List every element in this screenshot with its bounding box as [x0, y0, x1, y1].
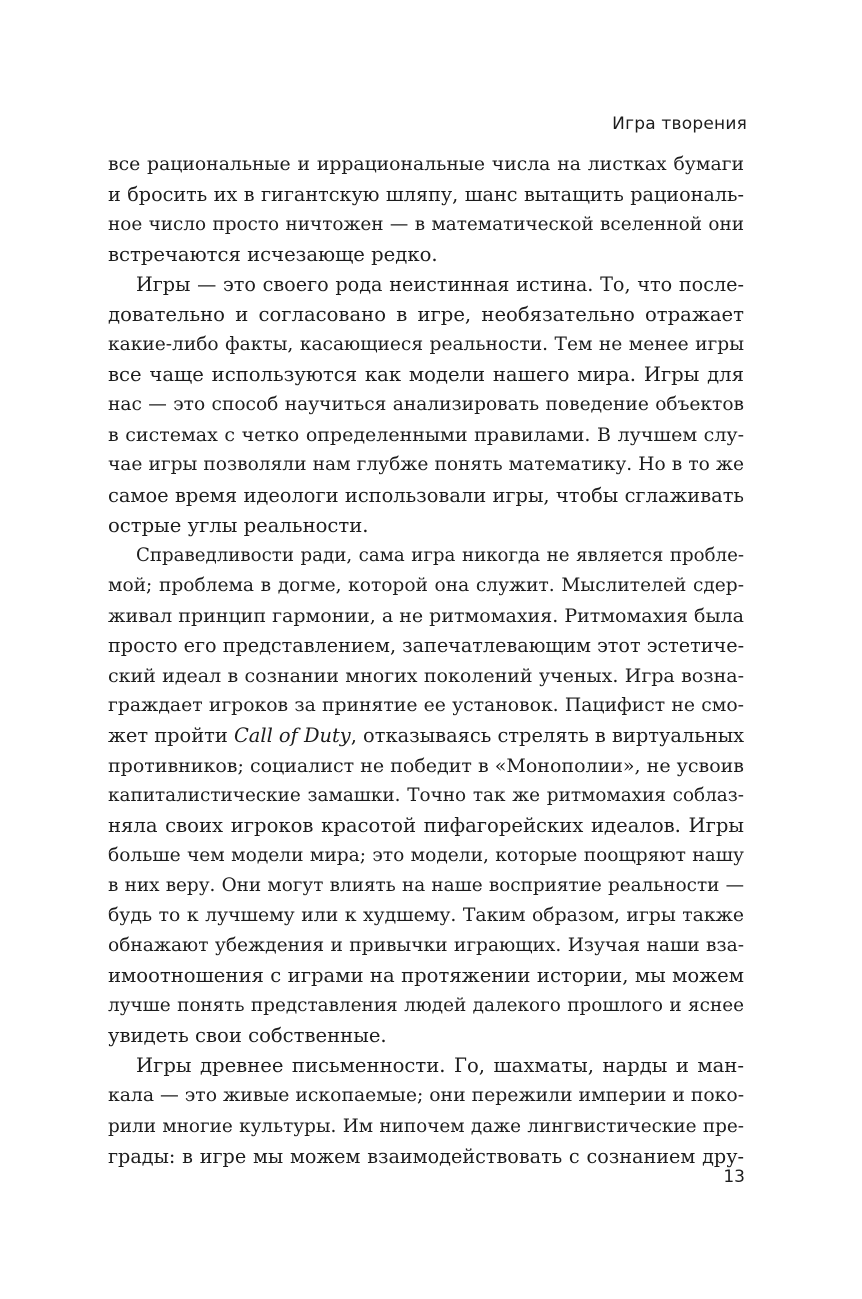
paragraph [108, 1051, 744, 1171]
text-line: Справедливости ради, сама игра никогда не является пробле- [136, 544, 744, 566]
text-fragment: жет пройти [108, 723, 234, 747]
text-line: все рациональные и иррациональные числа на листках бумаги [108, 154, 744, 175]
text-line: капиталистические замашки. Точно так же ритмомахия соблаз- [108, 784, 744, 806]
text-line: противников; социалист не победит в «Монополии», не усвоив [108, 754, 744, 777]
text-line: лучше понять представления людей далекого прошлого и яснее [108, 995, 744, 1017]
paragraph [108, 541, 744, 1052]
text-line: острые углы реальности. [108, 513, 369, 537]
paragraph [108, 150, 744, 270]
text-line: в системах с четко определенными правилами. В лучшем слу- [108, 424, 744, 447]
text-line: няла своих игроков красотой пифагорейских идеалов. Игры [108, 814, 744, 838]
text-line: нас — это способ научиться анализировать поведение объектов [108, 394, 744, 416]
body-text [108, 150, 744, 1172]
text-line: имоотношения с играми на протяжении истории, мы можем [108, 964, 744, 988]
text-fragment: , отказываясь стрелять в виртуальных [350, 723, 745, 747]
text-line: все чаще используются как модели нашего мира. Игры для [108, 363, 744, 387]
text-line: больше чем модели мира; это модели, которые поощряют нашу [108, 845, 744, 867]
text-line: какие-либо факты, касающиеся реальности. Тем не менее игры [108, 334, 744, 356]
text-line: встречаются исчезающе редко. [108, 243, 438, 267]
text-line: самое время идеологи использовали игры, чтобы сглаживать [108, 483, 744, 507]
text-line: ное число просто ничтожен — в математической вселенной они [108, 214, 744, 236]
text-line: чае игры позволяли нам глубже понять математику. Но в то же [108, 454, 744, 476]
text-line: довательно и согласовано в игре, необязательно отражает [108, 303, 744, 327]
game-title: Call of Duty [233, 723, 351, 747]
text-line: рили многие культуры. Им нипочем даже лингвистические пре- [108, 1115, 744, 1137]
text-line: в них веру. Они могут влиять на наше восприятие реальности — [108, 875, 744, 897]
text-line: увидеть свои собственные. [108, 1024, 387, 1048]
text-line: обнажают убеждения и привычки играющих. Изучая наши вза- [108, 935, 744, 957]
text-line: граждает игроков за принятие ее установок. Пацифист не смо- [108, 694, 744, 716]
text-line: Игры — это своего рода неистинная истина. То, что после- [136, 273, 744, 297]
text-line: грады: в игре мы можем взаимодействовать с сознанием дру- [108, 1144, 744, 1168]
paragraph [108, 270, 744, 540]
text-line: и бросить их в гигантскую шляпу, шанс вытащить рациональ- [108, 183, 744, 207]
text-line-with-title [108, 721, 744, 751]
page-number: 13 [723, 1167, 745, 1187]
text-line: живал принцип гармонии, а не ритмомахия. Ритмомахия была [108, 604, 744, 627]
text-line: ский идеал в сознании многих поколений ученых. Игра возна- [108, 664, 744, 687]
running-head: Игра творения [612, 114, 747, 134]
text-line: мой; проблема в догме, которой она служит. Мыслителей сдер- [108, 574, 744, 596]
text-line: Игры древнее письменности. Го, шахматы, нарды и ман- [136, 1054, 744, 1078]
text-line: просто его представлением, запечатлевающим этот эстетиче- [108, 633, 745, 657]
text-line: кала — это живые ископаемые; они пережили империи и поко- [108, 1085, 745, 1107]
text-line: будь то к лучшему или к худшему. Таким образом, игры также [108, 905, 744, 927]
